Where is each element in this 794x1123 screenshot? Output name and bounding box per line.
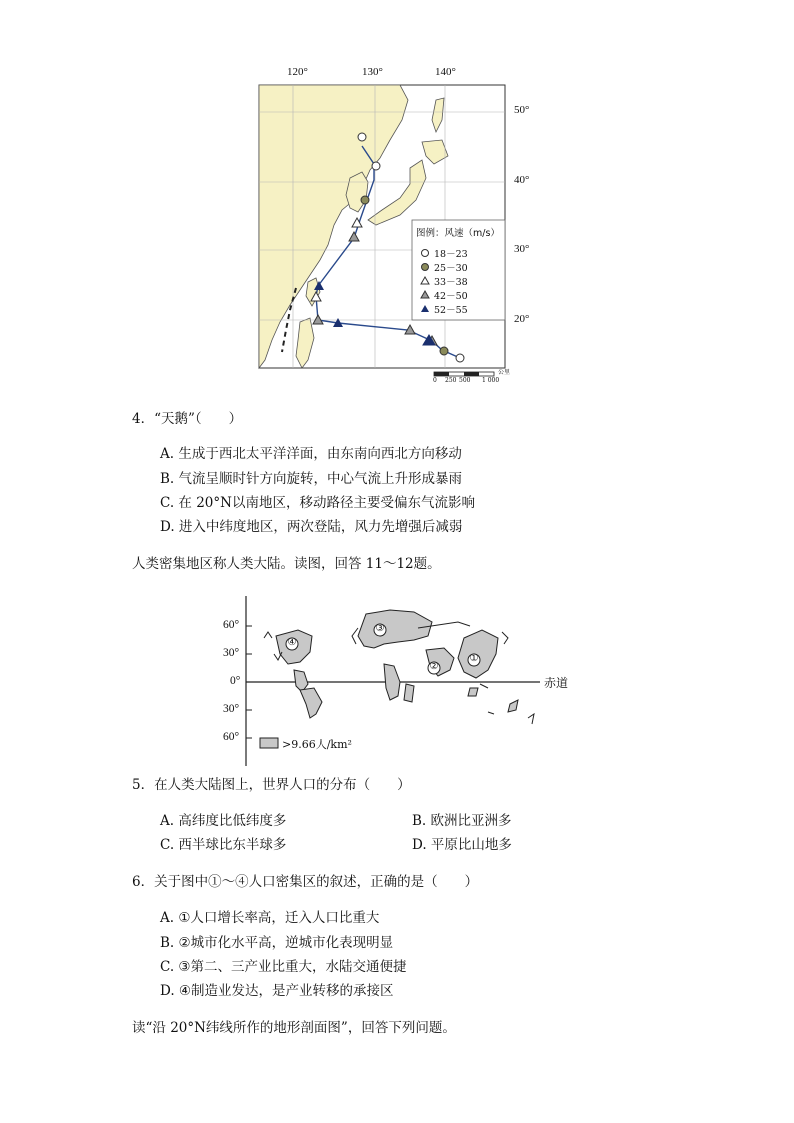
- legend-item: 25－30: [434, 263, 468, 274]
- population-map-svg: [218, 592, 578, 772]
- lat-label: 30°: [223, 647, 240, 659]
- region-marker-2: ②: [429, 661, 439, 672]
- q6-option-a: A. ①人口增长率高，迁入人口比重大: [160, 910, 380, 926]
- lat-label: 20°: [514, 313, 530, 325]
- lat-label: 30°: [514, 243, 530, 255]
- q6-option-b: B. ②城市化水平高，逆城市化表现明显: [160, 935, 394, 951]
- lat-label: 0°: [230, 675, 241, 687]
- legend-item: 33－38: [434, 277, 468, 288]
- typhoon-map: [250, 60, 550, 390]
- lat-label: 40°: [514, 174, 530, 186]
- legend-title: 图例：风速（m/s）: [416, 228, 500, 239]
- scale-unit: 公里: [498, 369, 511, 376]
- typhoon-map-svg: [250, 60, 550, 390]
- scale-label: 0: [433, 377, 437, 384]
- q4-option-b: B. 气流呈顺时针方向旋转，中心气流上升形成暴雨: [160, 471, 463, 487]
- lat-label: 60°: [223, 731, 240, 743]
- legend-item: 18－23: [434, 249, 468, 260]
- lon-label: 140°: [435, 66, 456, 78]
- scale-label: 500: [459, 377, 471, 384]
- question-4-stem: 4．“天鹅”（ ）: [132, 411, 243, 427]
- region-3-area: [358, 610, 432, 648]
- scale-label: 1 000: [482, 377, 500, 384]
- q5-option-a: A. 高纬度比低纬度多: [160, 813, 287, 829]
- question-6-stem: 6．关于图中①～④人口密集区的叙述，正确的是（ ）: [132, 874, 479, 890]
- legend-swatch: [260, 738, 278, 748]
- scale-label: 250: [445, 377, 457, 384]
- intro-text-2: 读“沿 20°N纬线所作的地形剖面图”，回答下列问题。: [132, 1020, 456, 1036]
- region-marker-4: ④: [287, 637, 297, 648]
- q6-option-d: D. ④制造业发达，是产业转移的承接区: [160, 983, 394, 999]
- lat-label: 50°: [514, 104, 530, 116]
- q4-option-c: C. 在 20°N以南地区，移动路径主要受偏东气流影响: [160, 495, 475, 511]
- lon-label: 130°: [362, 66, 383, 78]
- lon-label: 120°: [287, 66, 308, 78]
- q4-option-a: A. 生成于西北太平洋洋面，由东南向西北方向移动: [160, 446, 462, 462]
- q5-option-b: B. 欧洲比亚洲多: [412, 813, 512, 829]
- legend-label: >9.66人/km²: [282, 738, 352, 751]
- region-marker-1: ①: [469, 653, 479, 664]
- legend-item: 52－55: [434, 305, 468, 316]
- legend-item: 42－50: [434, 291, 468, 302]
- population-map: [218, 592, 578, 772]
- equator-label: 赤道: [544, 676, 569, 690]
- q5-option-c: C. 西半球比东半球多: [160, 837, 287, 853]
- intro-text: 人类密集地区称人类大陆。读图，回答 11～12题。: [132, 556, 441, 572]
- q5-option-d: D. 平原比山地多: [412, 837, 512, 853]
- q6-option-c: C. ③第二、三产业比重大，水陆交通便捷: [160, 959, 407, 975]
- lat-label: 30°: [223, 703, 240, 715]
- q4-option-d: D. 进入中纬度地区，两次登陆，风力先增强后减弱: [160, 519, 463, 535]
- region-marker-3: ③: [375, 623, 385, 634]
- lat-label: 60°: [223, 619, 240, 631]
- question-5-stem: 5．在人类大陆图上，世界人口的分布（ ）: [132, 777, 411, 793]
